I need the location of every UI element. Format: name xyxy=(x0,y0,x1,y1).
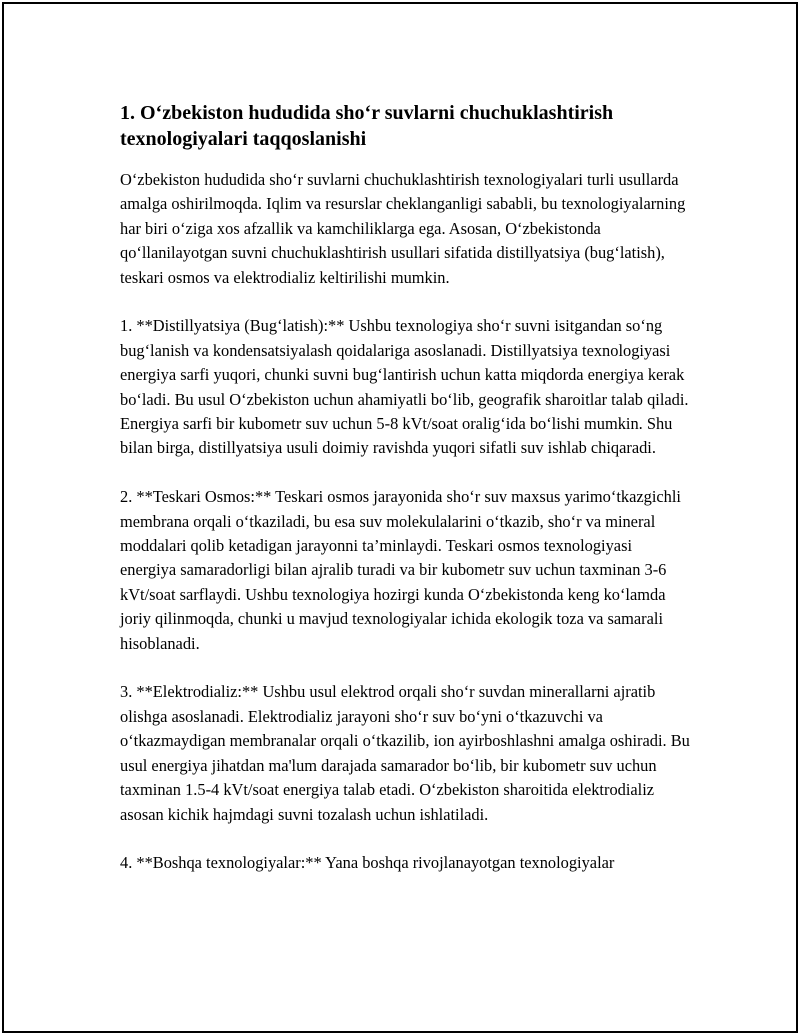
distillation-paragraph: 1. **Distillyatsiya (Bug‘latish):** Ushbu texnologiya sho‘r suvni isitgandan so‘ng bug‘lanish va kondensatsiyalash qoidalariga asoslanadi. Distillyatsiya texnologiyasi energiya sarfi yuqori, chunki suvni bug‘lantirish uchun katta miqdorda energiya kerak bo‘ladi. Bu usul O‘zbekiston uchun ahamiyatli bo‘lib, geografik sharoitlar talab qiladi. Energiya sarfi bir kubometr suv uchun 5-8 kVt/soat oralig‘ida bo‘lishi mumkin. Shu bilan birga, distillyatsiya usuli doimiy ravishda yuqori sifatli suv ishlab chiqaradi. xyxy=(120,316,689,458)
document-content xyxy=(120,100,690,900)
document-page xyxy=(2,2,798,1033)
electrodialysis-paragraph: 3. **Elektrodializ:** Ushbu usul elektrod orqali sho‘r suvdan minerallarni ajratib olishga asoslanadi. Elektrodializ jarayoni sho‘r suv bo‘yni o‘tkazuvchi va o‘tkazmaydigan membranalar orqali o‘tkazilib, ion ayirboshlashni amalga oshiradi. Bu usul energiya jihatdan ma'lum darajada samarador bo‘lib, bir kubometr suv uchun taxminan 1.5-4 kVt/soat energiya talab etadi. O‘zbekiston sharoitida elektrodializ asosan kichik hajmdagi suvni tozalash uchun ishlatiladi. xyxy=(120,682,690,824)
intro-paragraph: O‘zbekiston hududida sho‘r suvlarni chuchuklashtirish texnologiyalari turli usullarda amalga oshirilmoqda. Iqlim va resurslar cheklanganligi sababli, bu texnologiyalarning har biri o‘ziga xos afzallik va kamchiliklarga ega. Asosan, O‘zbekistonda qo‘llanilayotgan suvni chuchuklashtirish usullari sifatida distillyatsiya (bug‘latish), teskari osmos va elektrodializ keltirilishi mumkin. xyxy=(120,170,686,287)
reverse-osmosis-paragraph: 2. **Teskari Osmos:** Teskari osmos jarayonida sho‘r suv maxsus yarimo‘tkazgichli membrana orqali o‘tkaziladi, bu esa suv molekulalarini o‘tkazib, sho‘r va mineral moddalari qolib ketadigan jarayonni ta’minlaydi. Teskari osmos texnologiyasi energiya samaradorligi bilan ajralib turadi va bir kubometr suv uchun taxminan 3-6 kVt/soat sarflaydi. Ushbu texnologiya hozirgi kunda O‘zbekistonda keng ko‘lamda joriy qilinmoqda, chunki u mavjud texnologiyalar ichida ekologik toza va samarali hisoblanadi. xyxy=(120,487,681,653)
other-technologies-paragraph: 4. **Boshqa texnologiyalar:** Yana boshqa rivojlanayotgan texnologiyalar xyxy=(120,853,615,873)
document-title: 1. O‘zbekiston hududida sho‘r suvlarni chuchuklashtirish texnologiyalari taqqoslanishi xyxy=(120,102,614,150)
